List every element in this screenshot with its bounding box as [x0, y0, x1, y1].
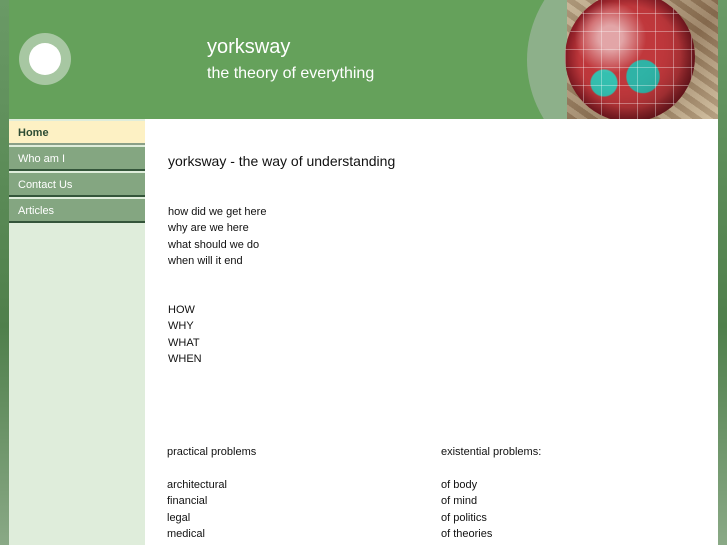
existential-problems-title: existential problems:	[441, 446, 542, 458]
logo-circle-icon	[29, 43, 61, 75]
nav-item-who-am-i[interactable]: Who am I	[9, 147, 145, 171]
page-heading: yorksway - the way of understanding	[168, 153, 396, 169]
keyword-item: WHEN	[168, 353, 202, 366]
keyword-item: HOW	[168, 304, 195, 316]
question-item: why are we here	[168, 222, 249, 235]
existential-item: of mind	[441, 495, 478, 508]
site-title: yorksway	[207, 36, 291, 58]
spacer	[441, 460, 541, 476]
practical-item: medical	[167, 528, 205, 541]
sidebar-nav	[9, 119, 145, 545]
site-logo[interactable]	[19, 33, 71, 85]
nav-item-contact-us[interactable]: Contact Us	[9, 173, 145, 197]
page	[9, 0, 718, 545]
keywords-list	[168, 302, 202, 368]
practical-item: financial	[167, 495, 208, 508]
nav-item-home[interactable]: Home	[9, 121, 145, 145]
practical-item: legal	[167, 511, 191, 524]
keyword-item: WHAT	[168, 336, 200, 349]
existential-problems-column	[441, 444, 541, 542]
nav-item-articles[interactable]: Articles	[9, 199, 145, 223]
existential-item: of politics	[441, 511, 487, 524]
site-header	[9, 0, 718, 119]
question-item: when will it end	[168, 255, 243, 268]
existential-item: of body	[441, 478, 478, 491]
spacer	[167, 460, 256, 476]
question-item: what should we do	[168, 238, 260, 251]
question-item: how did we get here	[168, 206, 267, 218]
globe-grid-overlay	[565, 0, 695, 119]
questions-list	[168, 204, 266, 270]
practical-problems-title: practical problems	[167, 446, 257, 458]
main-content	[145, 119, 718, 545]
site-tagline: the theory of everything	[207, 65, 375, 82]
practical-item: architectural	[167, 478, 227, 491]
existential-item: of theories	[441, 528, 493, 541]
practical-problems-column	[167, 444, 256, 542]
keyword-item: WHY	[168, 320, 194, 333]
